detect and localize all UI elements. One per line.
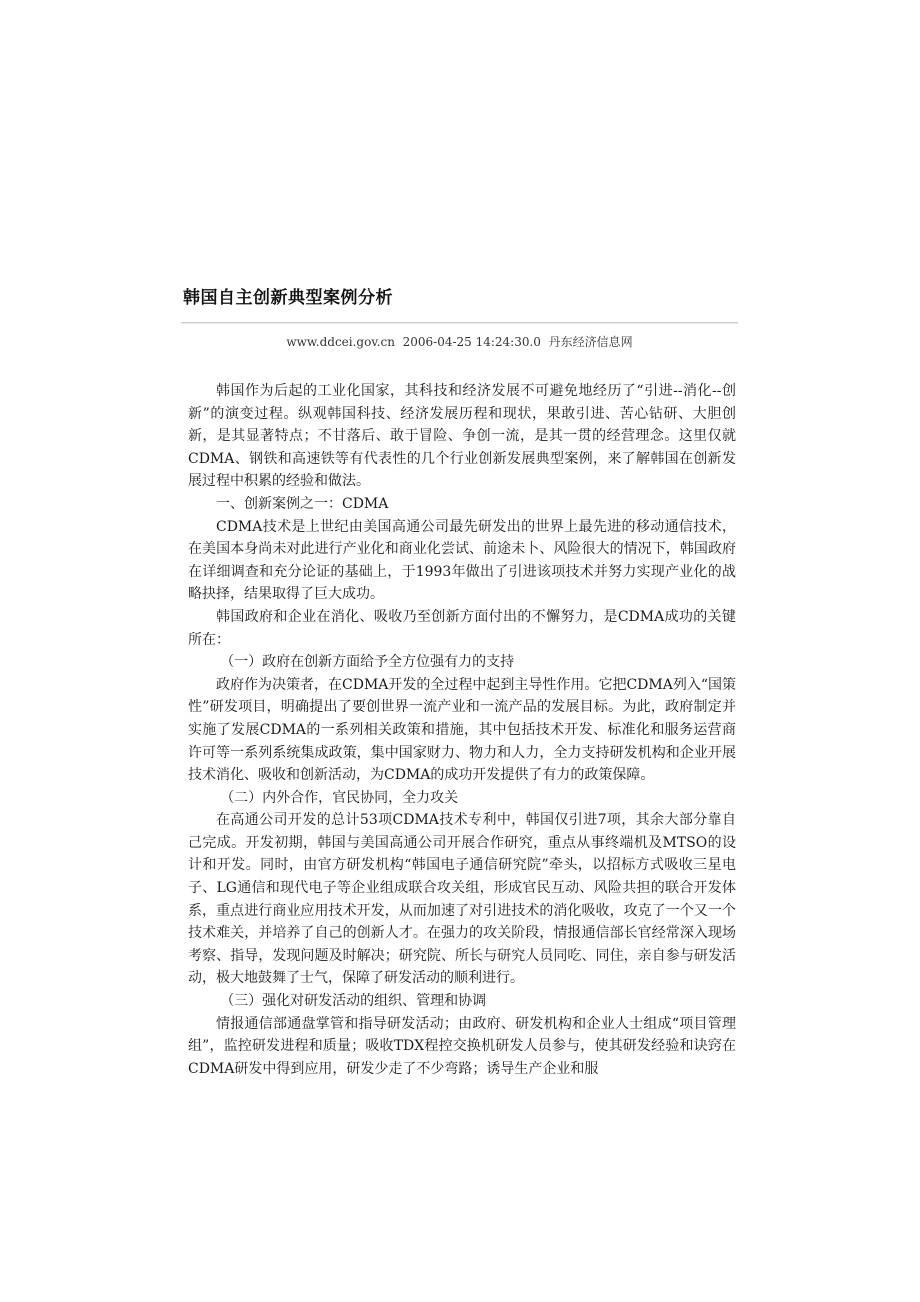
subsection-heading: （三）强化对研发活动的组织、管理和协调	[220, 993, 487, 1010]
paragraph: 情报通信部通盘掌管和指导研发活动；由政府、研发机构和企业人士组成“项目管理组”，监控研发进程和质量；吸收TDX程控交换机研发人员参与，使其研发经验和诀窍在CDMA研发中得到应用，研发少走了不少弯路；诱导生产企业和服	[188, 1015, 736, 1077]
article-body	[188, 380, 736, 1080]
article-title: 韩国自主创新典型案例分析	[183, 288, 393, 308]
subsection-heading: （二）内外合作，官民协同，全力攻关	[220, 789, 459, 806]
meta-datetime: 2006-04-25 14:24:30.0	[402, 335, 541, 349]
subsection-heading: （一）政府在创新方面给予全方位强有力的支持	[220, 654, 515, 671]
title-divider	[181, 322, 738, 324]
section-heading: 一、创新案例之一：CDMA	[216, 495, 389, 512]
paragraph: 韩国政府和企业在消化、吸收乃至创新方面付出的不懈努力，是CDMA成功的关键所在：	[188, 608, 736, 648]
paragraph: 在高通公司开发的总计53项CDMA技术专利中，韩国仅引进7项，其余大部分靠自己完成。开发初期，韩国与美国高通公司开展合作研究，重点从事终端机及MTSO的设计和开发。同时，由官方研发机构“韩国电子通信研究院”牵头，以招标方式吸收三星电子、LG通信和现代电子等企业组成联合攻关组，形成官民互动、风险共担的联合开发体系，重点进行商业应用技术开发，从而加速了对引进技术的消化吸收，攻克了一个又一个技术难关，并培养了自己的创新人才。在强力的攻关阶段，情报通信部长官经常深入现场考察、指导，发现问题及时解决；研究院、所长与研究人员同吃、同住，亲自参与研发活动，极大地鼓舞了士气，保障了研发活动的顺利进行。	[188, 812, 736, 987]
paragraph: 政府作为决策者，在CDMA开发的全过程中起到主导性作用。它把CDMA列入“国策性”研发项目，明确提出了要创世界一流产业和一流产品的发展目标。为此，政府制定并实施了发展CDMA的一系列相关政策和措施，其中包括技术开发、标准化和服务运营商许可等一系列系统集成政策，集中国家财力、物力和人力，全力支持研发机构和企业开展技术消化、吸收和创新活动，为CDMA的成功开发提供了有力的政策保障。	[188, 676, 736, 784]
paragraph: CDMA技术是上世纪由美国高通公司最先研发出的世界上最先进的移动通信技术，在美国本身尚未对此进行产业化和商业化尝试、前途未卜、风险很大的情况下，韩国政府在详细调查和充分论证的基础上，于1993年做出了引进该项技术并努力实现产业化的战略抉择，结果取得了巨大成功。	[188, 518, 736, 603]
meta-source-url: www.ddcei.gov.cn	[286, 335, 395, 349]
meta-publisher: 丹东经济信息网	[548, 335, 633, 349]
paragraph: 韩国作为后起的工业化国家，其科技和经济发展不可避免地经历了“引进--消化--创新”的演变过程。纵观韩国科技、经济发展历程和现状，果敢引进、苦心钻研、大胆创新，是其显著特点；不甘落后、敢于冒险、争创一流，是其一贯的经营理念。这里仅就CDMA、钢铁和高速铁等有代表性的几个行业创新发展典型案例，来了解韩国在创新发展过程中积累的经验和做法。	[188, 383, 736, 490]
article-meta	[181, 333, 738, 350]
